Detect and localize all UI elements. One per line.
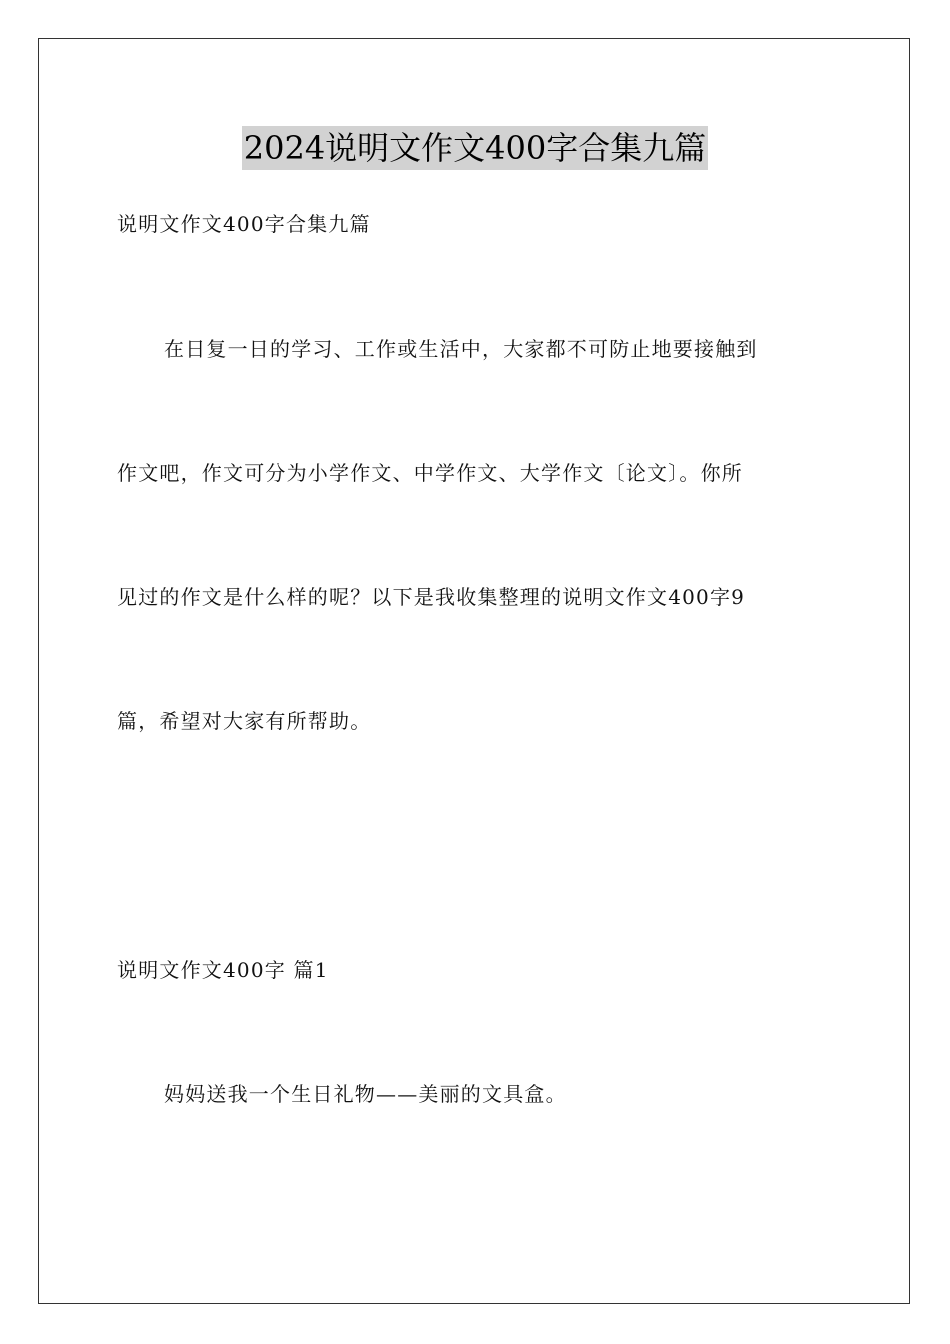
- intro-line-3: 见过的作文是什么样的呢？以下是我收集整理的说明文作文400字9: [117, 585, 746, 609]
- document-title: 2024说明文作文400字合集九篇: [242, 126, 709, 170]
- intro-line-1: 在日复一日的学习、工作或生活中，大家都不可防止地要接触到: [164, 337, 758, 361]
- document-subtitle: 说明文作文400字合集九篇: [117, 212, 371, 236]
- section-heading: 说明文作文400字 篇1: [117, 958, 329, 982]
- section-first-line: 妈妈送我一个生日礼物——美丽的文具盒。: [164, 1082, 567, 1106]
- intro-line-4: 篇，希望对大家有所帮助。: [117, 709, 372, 733]
- title-container: [0, 126, 950, 170]
- intro-line-2: 作文吧，作文可分为小学作文、中学作文、大学作文〔论文〕。你所: [117, 461, 743, 485]
